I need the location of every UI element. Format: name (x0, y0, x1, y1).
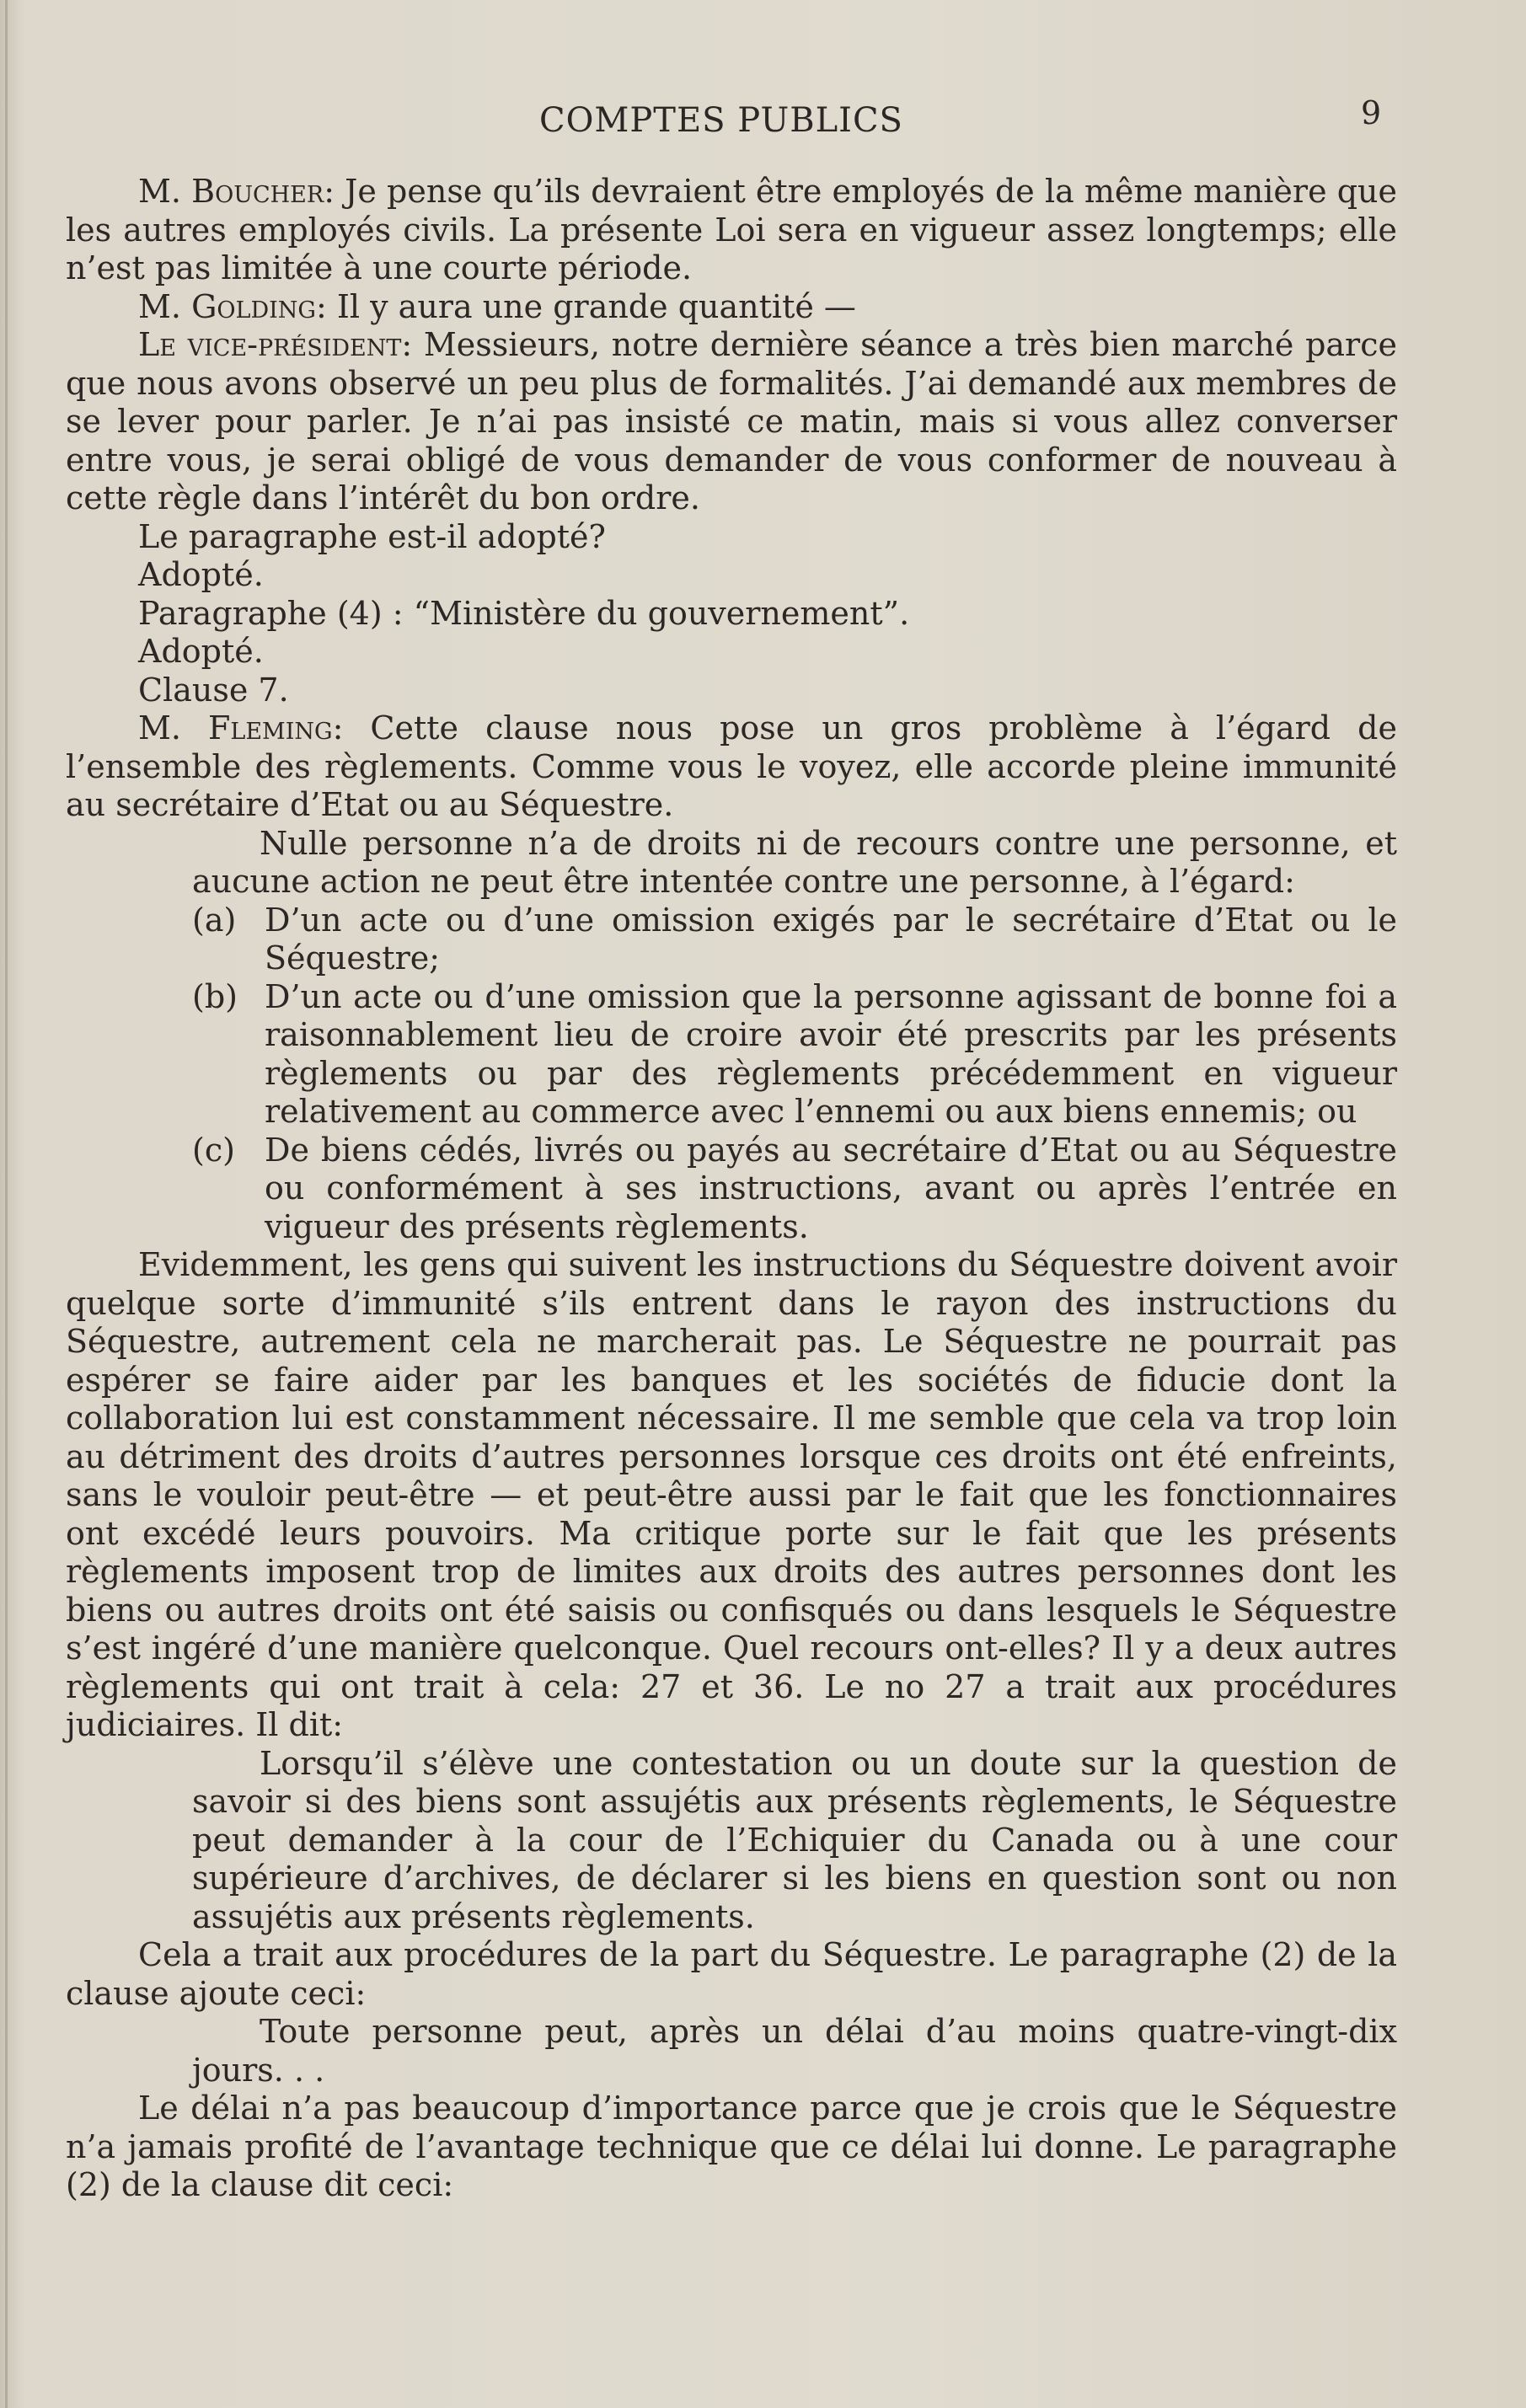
paragraph-golding (66, 288, 1397, 327)
speech-text: : Il y aura une grande quantité — (316, 287, 856, 325)
quoted-paragraph-2 (66, 2013, 1397, 2090)
paragraph-fleming (66, 709, 1397, 825)
speaker-name: M. Golding (138, 287, 316, 325)
binding-edge (5, 0, 8, 2408)
paragraph-adopte-2: Adopté. (138, 633, 264, 670)
item-text: D’un acte ou d’une omission que la personne agissant de bonne foi a raisonnablement lieu de croire avoir été prescrits par les présents règlements ou par des règlements précédemment en vigueur relativement au commerce avec l’ennemi ou aux biens ennemis; ou (265, 977, 1397, 1130)
quote-text: Lorsqu’il s’élève une contestation ou un doute sur la question de savoir si des biens sont assujétis aux présents règlements, le Séquestre peut demander à la cour de l’Echiquier du Canada ou à une cour supérieure d’archives, de déclarer si les biens en question sont ou non assujétis aux présents règlements. (192, 1744, 1397, 1935)
paragraph-clause-7: Clause 7. (138, 671, 289, 709)
paragraph-evidemment: Evidemment, les gens qui suivent les instructions du Séquestre doivent avoir quelque sorte d’immunité s’ils entrent dans le rayon des instructions du Séquestre, autrement cela ne marcherait pas. Le Séquestre ne pourrait pas espérer se faire aider par les banques et les sociétés de fiducie dont la collaboration lui est constamment nécessaire. Il me semble que cela va trop loin au détriment des droits d’autres personnes lorsque ces droits ont été enfreints, sans le vouloir peut-être — et peut-être aussi par le fait que les fonctionnaires ont excédé leurs pouvoirs. Ma critique porte sur le fait que les présents règlements imposent trop de limites aux droits des autres personnes dont les biens ou autres droits ont été saisis ou confisqués ou dans lesquels le Séquestre s’est ingéré d’une manière quelconque. Quel recours ont-elles? Il y a deux autres règlements qui ont trait à cela: 27 et 36. Le no 27 a trait aux procédures judiciaires. Il dit: (66, 1246, 1397, 1743)
paragraph-boucher (66, 173, 1397, 288)
quote-item (192, 1132, 1397, 1247)
page-number: 9 (1361, 94, 1382, 131)
speaker-name: M. Boucher (138, 173, 324, 210)
item-label: (b) (192, 977, 238, 1015)
running-header: COMPTES PUBLICS (539, 101, 903, 140)
quote-text: Toute personne peut, après un délai d’au moins quatre-vingt-dix jours. . . (192, 2013, 1397, 2089)
paragraph-sub-4: Paragraphe (4) : “Ministère du gouvernement”. (138, 594, 910, 632)
item-label: (a) (192, 901, 237, 939)
speech-text: : Cette clause nous pose un gros problème à l’égard de l’ensemble des règlements. Comme vous le voyez, elle accorde pleine immunité au secrétaire d’Etat ou au Séquestre. (66, 709, 1397, 823)
paragraph-question: Le paragraphe est-il adopté? (138, 517, 606, 555)
quote-intro: Nulle personne n’a de droits ni de recours contre une personne, et aucune action ne peut être intentée contre une personne, à l’égard: (192, 824, 1397, 900)
speaker-name: M. Fleming (138, 709, 333, 746)
quote-item (192, 978, 1397, 1132)
item-text: De biens cédés, livrés ou payés au secrétaire d’Etat ou au Séquestre ou conformément à ses instructions, avant ou après l’entrée en vigueur des présents règlements. (265, 1131, 1397, 1245)
paragraph-vice-president (66, 326, 1397, 518)
speaker-name: Le vice-président (138, 326, 402, 363)
paragraph-adopte-1: Adopté. (138, 556, 264, 593)
page-body (66, 173, 1397, 2205)
speech-text: : Je pense qu’ils devraient être employés de la même manière que les autres employés civils. La présente Loi sera en vigueur assez longtemps; elle n’est pas limitée à une courte période. (66, 173, 1397, 286)
item-label: (c) (192, 1131, 235, 1169)
quoted-regulation (66, 825, 1397, 1247)
quote-item (192, 902, 1397, 978)
paragraph-procedures: Cela a trait aux procédures de la part du Séquestre. Le paragraphe (2) de la clause ajoute ceci: (66, 1936, 1397, 2012)
speech-text: : Messieurs, notre dernière séance a très bien marché parce que nous avons observé un peu plus de formalités. J’ai demandé aux membres de se lever pour parler. Je n’ai pas insisté ce matin, mais si vous allez converser entre vous, je serai obligé de vous demander de vous conformer de nouveau à cette règle dans l’intérêt du bon ordre. (66, 326, 1397, 516)
item-text: D’un acte ou d’une omission exigés par le secrétaire d’Etat ou le Séquestre; (265, 901, 1397, 977)
paragraph-delai: Le délai n’a pas beaucoup d’importance parce que je crois que le Séquestre n’a jamais profité de l’avantage technique que ce délai lui donne. Le paragraphe (2) de la clause dit ceci: (66, 2090, 1397, 2203)
quoted-regulation-27 (66, 1745, 1397, 1937)
